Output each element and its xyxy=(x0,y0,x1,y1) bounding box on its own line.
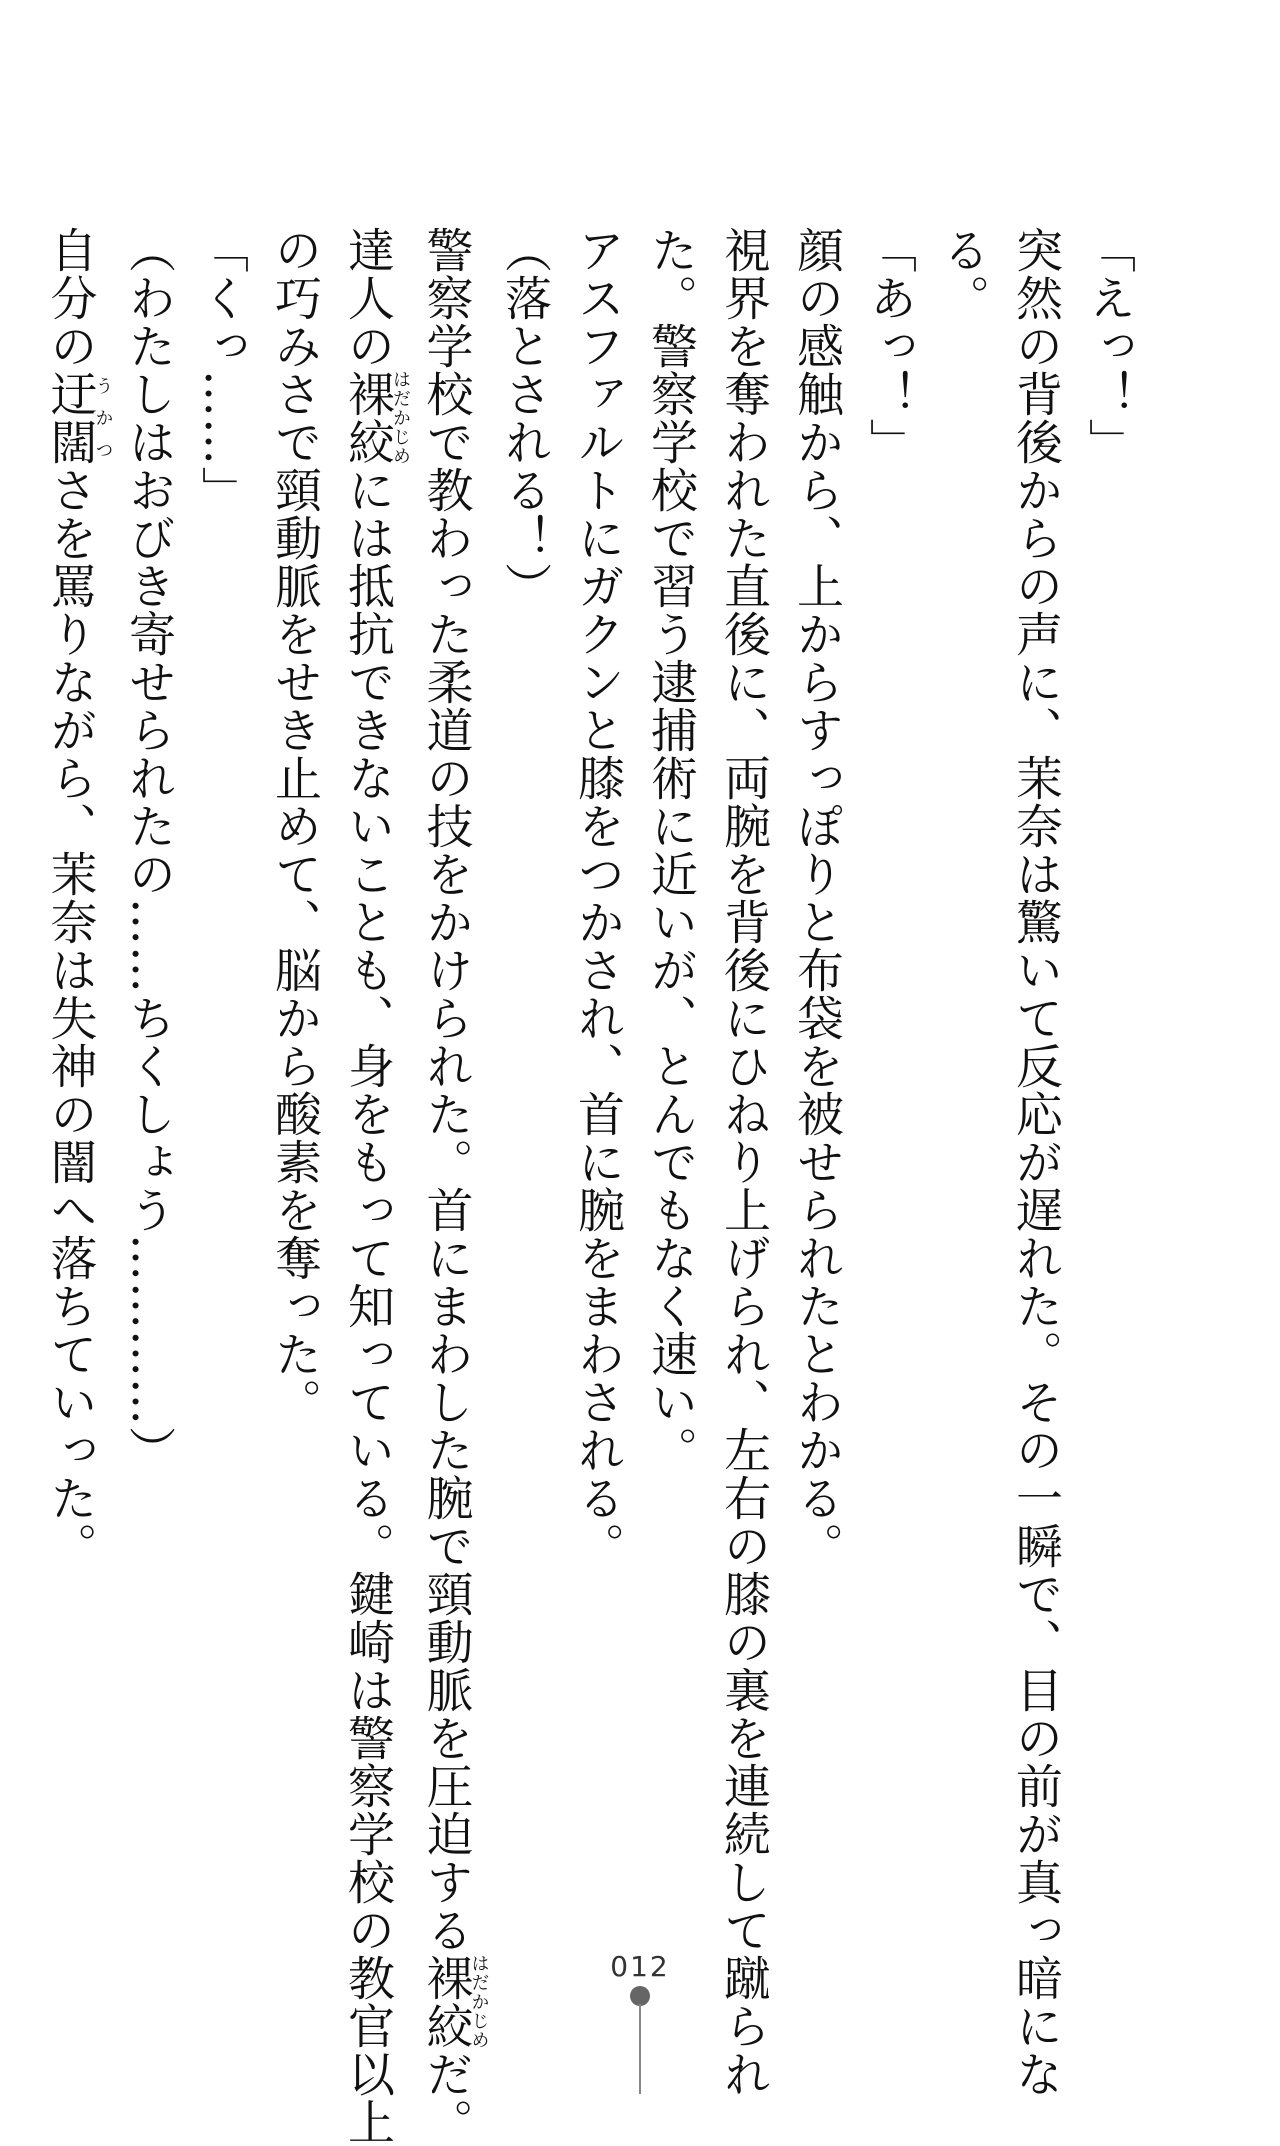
text-column: （わたしはおびき寄せられたの……ちくしょう…………） xyxy=(121,226,176,1474)
furigana-ruby: 裸絞はだかじめ xyxy=(418,1954,490,2050)
furigana-reading: うかつ xyxy=(92,370,114,466)
text-column: る。 xyxy=(935,226,990,322)
furigana-reading: はだかじめ xyxy=(390,370,411,466)
text-column: 「くっ……」 xyxy=(194,226,249,514)
folio-line xyxy=(639,2004,641,2094)
page-number: 012 xyxy=(610,1950,670,1983)
text-column: 「えっ！」 xyxy=(1081,226,1136,466)
text-column: の巧みさで頸動脈をせき止めて、脳から酸素を奪った。 xyxy=(267,226,322,1426)
text-column: 自分の迂闊うかつさを罵りながら、茉奈は失神の闇へ落ちていった。 xyxy=(42,226,114,1570)
furigana-reading: はだかじめ xyxy=(468,1954,490,2050)
text-column: アスファルトにガクンと膝をつかされ、首に腕をまわされる。 xyxy=(570,226,625,1570)
text-column: 達人の裸絞はだかじめには抵抗できないことも、身をもって知っている。鍵崎は警察学校の教官以上 xyxy=(340,226,411,2146)
text-column: た。警察学校で習う逮捕術に近いが、とんでもなく速い。 xyxy=(643,226,698,1474)
text-column: 顔の感触から、上からすっぽりと布袋を被せられたとわかる。 xyxy=(789,226,844,1570)
furigana-ruby: 迂闊うかつ xyxy=(42,370,114,466)
text-column: 視界を奪われた直後に、両腕を背後にひねり上げられ、左右の膝の裏を連続して蹴られ xyxy=(716,226,771,2098)
text-column: 「あっ！」 xyxy=(862,226,917,466)
text-column: （落とされる！） xyxy=(497,226,552,610)
text-column: 突然の背後からの声に、茉奈は驚いて反応が遅れた。その一瞬で、目の前が真っ暗にな xyxy=(1008,226,1063,2098)
furigana-ruby: 裸絞はだかじめ xyxy=(340,370,411,466)
text-column: 警察学校で教わった柔道の技をかけられた。首にまわした腕で頸動脈を圧迫する裸絞はだかじめだ。 xyxy=(418,226,490,2146)
folio-dot xyxy=(630,1986,650,2006)
